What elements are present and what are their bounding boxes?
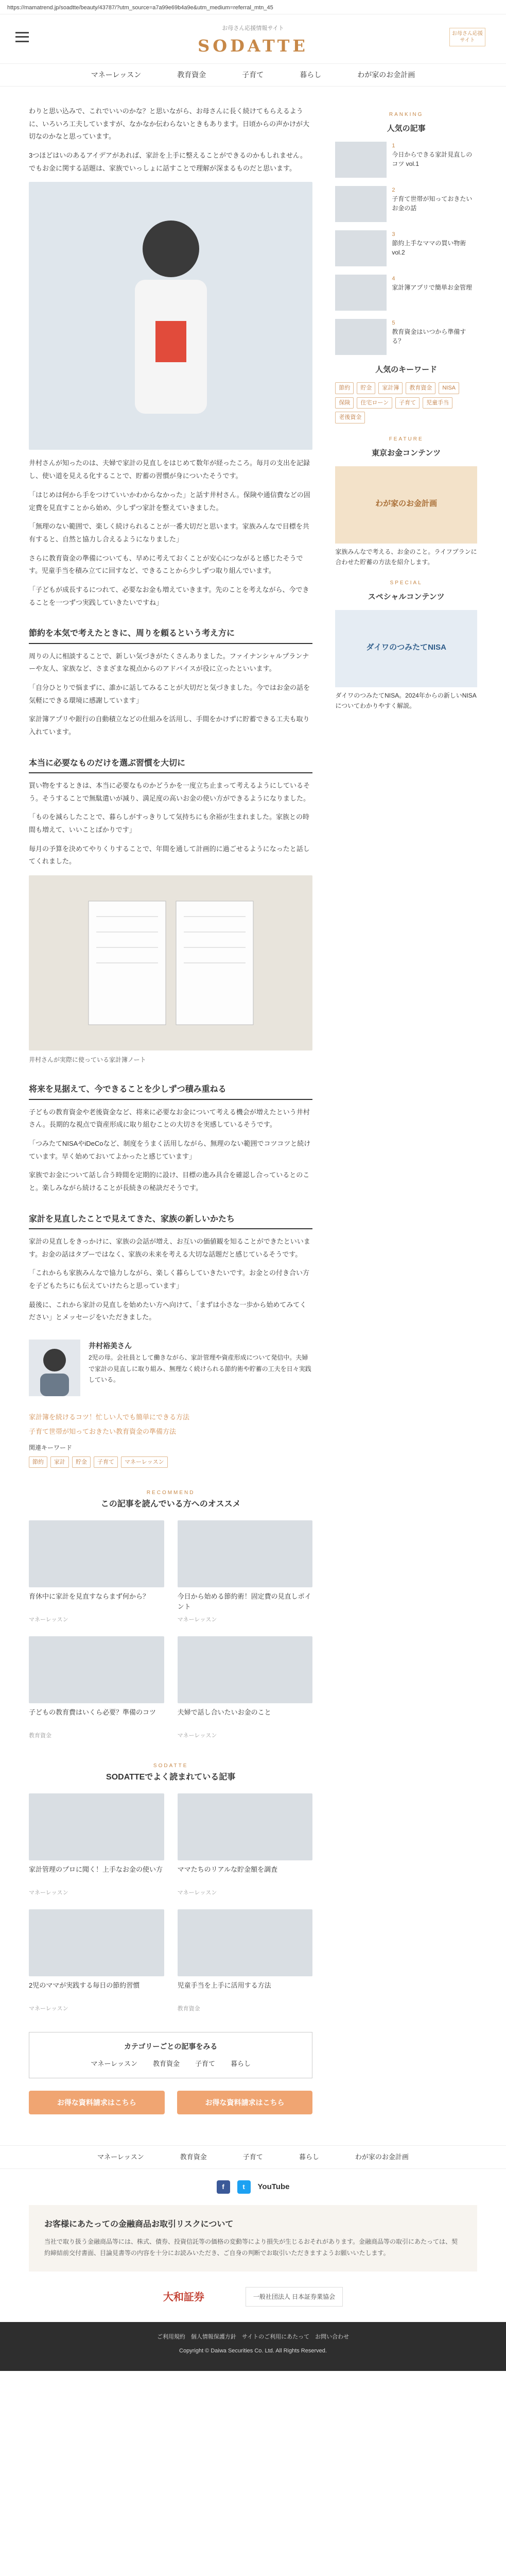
card-title: 夫婦で話し合いたいお金のこと xyxy=(177,1708,271,1717)
card-category: マネーレッスン xyxy=(177,1889,217,1896)
article-paragraph: 「ものを減らしたことで、暮らしがすっきりして気持ちにも余裕が生まれました。家族との時間も増えて、いいことばかりです」 xyxy=(29,813,309,834)
tag[interactable]: マネーレッスン xyxy=(121,1456,168,1468)
category-link[interactable]: 教育資金 xyxy=(152,2060,180,2068)
rank-number: 2 xyxy=(392,187,395,193)
youtube-icon[interactable]: YouTube xyxy=(257,2182,290,2192)
intro-paragraph: 3つほどはいのあるアイデアがあれば、家計を上手に整えることができるのかもしれません。でもお金に関する話題は、家族でいっしょに話すことで理解が深まるものだと思います。 xyxy=(29,151,307,172)
card-thumbnail xyxy=(178,1793,313,1860)
card-thumbnail xyxy=(29,1636,164,1703)
popular-heading xyxy=(29,1761,312,1784)
card-title: 今日から始める節約術！固定費の見直しポイント xyxy=(177,1592,311,1611)
popular-grid xyxy=(29,1793,312,2013)
feature-heading: 東京お金コンテンツ xyxy=(372,449,441,458)
special-heading: スペシャルコンテンツ xyxy=(368,592,445,602)
footer-nav-item[interactable]: わが家のお金計画 xyxy=(355,2153,409,2161)
risk-notice xyxy=(29,2205,477,2271)
section-heading-3: 将来を見据えて、今できることを少しずつ積み重ねる xyxy=(29,1082,312,1099)
article-paragraph: 買い物をするときは、本当に必要なものかどうかを一度立ち止まって考えるようにしているそう。そうすることで無駄遣いが減り、満足度の高いお金の使い方ができるようになりました。 xyxy=(29,781,310,802)
sidebar-heading-en: RANKING xyxy=(389,112,424,117)
related-link[interactable]: 家計簿を続けるコツ！忙しい人でも簡単にできる方法 xyxy=(29,1413,190,1421)
rank-number: 1 xyxy=(392,142,395,149)
feature-banner[interactable]: わが家のお金計画 xyxy=(335,466,477,544)
rank-number: 5 xyxy=(392,319,395,326)
ranking-item[interactable] xyxy=(335,230,477,266)
ranking-title: 家計簿アプリで簡単お金管理 xyxy=(392,284,472,291)
header-badge[interactable]: お母さん応援サイト xyxy=(449,28,485,46)
card-category: マネーレッスン xyxy=(29,2005,68,2012)
article-paragraph: 子どもの教育資金や老後資金など、将来に必要なお金について考える機会が増えたという井村さん。長期的な視点で資産形成に取り組むことの大切さを実感しているそうです。 xyxy=(29,1108,310,1129)
article-paragraph: さらに教育資金の準備についても、早めに考えておくことが安心につながると感じたそうです。児童手当を積み立てに回すなど、できることから少しずつ取り組んでいます。 xyxy=(29,554,303,575)
ranking-thumbnail xyxy=(335,186,387,222)
sponsor-logos xyxy=(0,2272,506,2322)
popular-heading-jp: SODATTEでよく読まれている記事 xyxy=(106,1772,236,1782)
footer-links[interactable]: ご利用規約 個人情報保護方針 サイトのご利用にあたって お問い合わせ xyxy=(156,2334,350,2340)
tag[interactable]: 家計 xyxy=(50,1456,69,1468)
tag[interactable]: 教育資金 xyxy=(406,382,435,394)
article-card[interactable] xyxy=(29,1636,164,1741)
card-category: マネーレッスン xyxy=(177,1733,217,1739)
card-thumbnail xyxy=(29,1793,164,1860)
global-nav xyxy=(0,64,506,87)
notice-title: お客様にあたっての金融商品お取引リスクについて xyxy=(44,2220,234,2229)
daiwa-logo[interactable]: 大和証券 xyxy=(163,2290,204,2303)
special-banner[interactable]: ダイワのつみたてNISA xyxy=(335,610,477,687)
recommend-heading xyxy=(29,1488,312,1511)
site-footer xyxy=(0,2322,506,2371)
article-card[interactable] xyxy=(178,1636,313,1741)
facebook-icon[interactable]: f xyxy=(217,2180,230,2194)
article-paragraph: 「これからも家族みんなで協力しながら、楽しく暮らしていきたいです。お金との付き合い方を子どもたちにも伝えていけたらと思っています」 xyxy=(29,1269,309,1290)
tag[interactable]: 児童手当 xyxy=(423,397,452,409)
sidebar-tags-heading: 人気のキーワード xyxy=(375,365,438,374)
request-docs-button[interactable]: お得な資料請求はこちら xyxy=(29,2091,165,2114)
article-card[interactable] xyxy=(29,1520,164,1625)
sidebar-tags xyxy=(335,382,477,423)
article-card[interactable] xyxy=(178,1520,313,1625)
article-tags xyxy=(29,1456,312,1468)
site-tagline: お母さん応援情報サイト xyxy=(222,25,284,31)
ranking-title: 今日からできる家計見直しのコツ vol.1 xyxy=(392,151,473,167)
rank-number: 4 xyxy=(392,275,395,282)
site-header xyxy=(0,14,506,64)
article-card[interactable] xyxy=(178,1909,313,2014)
intro-paragraph: わりと思い込みで、これでいいのかな？と思いながら、お母さんに長く続けてもらえるように、いろいろ工夫していますが、なかなか伝わらないときもあります。日頃からの声かけが大切なのかなと思っています。 xyxy=(29,107,309,141)
article-paragraph: 「はじめは何から手をつけていいかわからなかった」と話す井村さん。保険や通信費などの固定費を見直すことから始め、少しずつ家計を整えていきました。 xyxy=(29,490,310,512)
related-link[interactable]: 子育て世帯が知っておきたい教育資金の準備方法 xyxy=(29,1428,177,1436)
card-title: 育休中に家計を見直すならまず何から？ xyxy=(29,1592,150,1601)
ranking-title: 子育て世帯が知っておきたいお金の話 xyxy=(392,195,473,212)
recommend-grid xyxy=(29,1520,312,1740)
ranking-item[interactable] xyxy=(335,142,477,178)
card-thumbnail xyxy=(178,1520,313,1587)
section-heading-1: 節約を本気で考えたときに、周りを頼るという考え方に xyxy=(29,626,312,643)
site-logo[interactable]: SODATTE xyxy=(198,36,308,56)
author-name: 井村裕美さん xyxy=(89,1341,132,1350)
sidebar-heading: 人気の記事 xyxy=(387,124,426,133)
category-link[interactable]: 暮らし xyxy=(230,2060,251,2068)
category-box-label: カテゴリーごとの記事をみる xyxy=(124,2042,218,2051)
jsda-logo[interactable]: 一般社団法人 日本証券業協会 xyxy=(246,2287,343,2307)
tag[interactable]: 貯金 xyxy=(357,382,375,394)
section-heading-2: 本当に必要なものだけを選ぶ習慣を大切に xyxy=(29,756,312,773)
ranking-item[interactable] xyxy=(335,186,477,222)
nav-item-money-lesson[interactable]: マネーレッスン xyxy=(91,70,142,79)
author-bio: 2児の母。会社員として働きながら、家計管理や資産形成について発信中。夫婦で家計の見直しに取り組み、無理なく続けられる節約術や貯蓄の工夫を日々実践している。 xyxy=(89,1354,311,1384)
tag[interactable]: 節約 xyxy=(335,382,354,394)
ranking-item[interactable] xyxy=(335,319,477,355)
recommend-heading-en: RECOMMEND xyxy=(146,1490,195,1496)
category-box xyxy=(29,2032,312,2078)
nav-item-parenting[interactable]: 子育て xyxy=(242,70,264,79)
article-card[interactable] xyxy=(29,1793,164,1898)
card-title: 児童手当を上手に活用する方法 xyxy=(177,1981,271,1989)
author-profile xyxy=(29,1340,312,1396)
ranking-title: 節約上手なママの買い物術 vol.2 xyxy=(392,240,466,256)
cta-row xyxy=(29,2091,312,2114)
tag[interactable]: 子育て xyxy=(94,1456,118,1468)
article-paragraph: 「無理のない範囲で、楽しく続けられることが一番大切だと思います。家族みんなで目標を共有すると、自然と協力し合えるようになりました」 xyxy=(29,522,309,543)
tag[interactable]: 住宅ローン xyxy=(357,397,392,409)
card-category: マネーレッスン xyxy=(177,1617,217,1623)
article-card[interactable] xyxy=(29,1909,164,2014)
tag[interactable]: 家計簿 xyxy=(378,382,403,394)
feature-heading-en: FEATURE xyxy=(389,436,424,443)
card-title: 子どもの教育費はいくら必要？準備のコツ xyxy=(29,1708,156,1717)
card-title: 家計管理のプロに聞く！上手なお金の使い方 xyxy=(29,1865,163,1873)
footer-nav-item[interactable]: マネーレッスン xyxy=(97,2153,144,2161)
article-paragraph: 毎月の予算を決めてやりくりすることで、年間を通して計画的に過ごせるようになったと話してくれました。 xyxy=(29,844,310,866)
ranking-thumbnail xyxy=(335,230,387,266)
nav-item-living[interactable]: 暮らし xyxy=(300,70,322,79)
article-paragraph: 家計の見直しをきっかけに、家族の会話が増え、お互いの価値観を知ることができたといいます。お金の話はタブーではなく、家族の未来を考える大切な話題だと感じているそうです。 xyxy=(29,1237,310,1258)
category-link[interactable]: 子育て xyxy=(195,2060,215,2068)
section-heading-4: 家計を見直したことで見えてきた、家族の新しいかたち xyxy=(29,1212,312,1229)
special-heading-en: SPECIAL xyxy=(390,580,423,586)
card-title: 2児のママが実践する毎日の節約習慣 xyxy=(29,1981,140,1989)
card-category: マネーレッスン xyxy=(29,1889,68,1896)
notice-body: 当社で取り扱う金融商品等には、株式、債券、投資信託等の価格の変動等により損失が生じるおそれがあります。金融商品等の取引にあたっては、契約締結前交付書面、目論見書等の内容を十分にお読みいただき、ご自身の判断でお取引いただきますようお願いいたします。 xyxy=(44,2238,458,2257)
footer-nav-item[interactable]: 子育て xyxy=(242,2153,263,2161)
article-photo-notebook xyxy=(29,875,312,1050)
category-link[interactable]: マネーレッスン xyxy=(91,2060,137,2068)
ranking-thumbnail xyxy=(335,319,387,355)
card-category: 教育資金 xyxy=(29,1733,51,1739)
sidebar xyxy=(335,99,477,2130)
copyright: Copyright © Daiwa Securities Co. Ltd. All Rights Reserved. xyxy=(179,2347,327,2354)
ranking-title: 教育資金はいつから準備する？ xyxy=(392,328,466,345)
keyword-label: 関連キーワード xyxy=(29,1444,73,1452)
recommend-heading-jp: この記事を読んでいる方へのオススメ xyxy=(100,1500,241,1509)
card-thumbnail xyxy=(178,1909,313,1976)
rank-number: 3 xyxy=(392,231,395,238)
page-layout xyxy=(0,87,506,2130)
card-thumbnail xyxy=(29,1520,164,1587)
card-category: 教育資金 xyxy=(177,2005,200,2012)
tag[interactable]: 貯金 xyxy=(72,1456,91,1468)
article-paragraph: 「子どもが成長するにつれて、必要なお金も増えていきます。先のことを考えながら、今できることを一つずつ実践していきたいですね」 xyxy=(29,585,309,606)
tag[interactable]: 保険 xyxy=(335,397,354,409)
request-docs-button[interactable]: お得な資料請求はこちら xyxy=(177,2091,313,2114)
ranking-list xyxy=(335,142,477,355)
tag[interactable]: NISA xyxy=(439,382,459,394)
article-photo-portrait xyxy=(29,182,312,450)
footer-nav-item[interactable]: 暮らし xyxy=(299,2153,319,2161)
related-links xyxy=(29,1412,312,1437)
card-category: マネーレッスン xyxy=(29,1617,68,1623)
feature-text: 家族みんなで考える、お金のこと。ライフプランに合わせた貯蓄の方法を紹介します。 xyxy=(335,548,477,566)
tag[interactable]: 老後資金 xyxy=(335,412,365,423)
card-thumbnail xyxy=(178,1636,313,1703)
photo-caption: 井村さんが実際に使っている家計簿ノート xyxy=(29,1056,146,1063)
article-paragraph: 井村さんが知ったのは、夫婦で家計の見直しをはじめて数年が経ったころ。毎月の支出を記録し、使い道を見える化することで、貯蓄の習慣が身についたそうです。 xyxy=(29,459,310,480)
social-links xyxy=(0,2169,506,2205)
nav-item-money-plan[interactable]: わが家のお金計画 xyxy=(357,70,415,79)
article-paragraph: 家族でお金について話し合う時間を定期的に設け、目標の進み具合を確認し合っているとのこと。楽しみながら続けることが長続きの秘訣だそうです。 xyxy=(29,1171,310,1192)
ranking-thumbnail xyxy=(335,275,387,311)
tag[interactable]: 子育て xyxy=(395,397,420,409)
article-main xyxy=(29,99,312,2130)
nav-item-education[interactable]: 教育資金 xyxy=(177,70,206,79)
article-paragraph: 「自分ひとりで悩まずに、誰かに話してみることが大切だと気づきました。今ではお金の話を気軽にできる環境に感謝しています」 xyxy=(29,683,310,704)
article-paragraph: 最後に、これから家計の見直しを始めたい方へ向けて、「まずは小さな一歩から始めてみてください」とメッセージをいただきました。 xyxy=(29,1300,307,1321)
footer-nav-item[interactable]: 教育資金 xyxy=(180,2153,207,2161)
author-avatar xyxy=(29,1340,80,1396)
article-card[interactable] xyxy=(178,1793,313,1898)
tag[interactable]: 節約 xyxy=(29,1456,47,1468)
card-thumbnail xyxy=(29,1909,164,1976)
article-paragraph: 「つみたてNISAやiDeCoなど、制度をうまく活用しながら、無理のない範囲でコツコツと続けています。早く始めておいてよかったと感じています」 xyxy=(29,1139,311,1160)
popular-heading-en: SODATTE xyxy=(153,1762,188,1769)
footer-nav xyxy=(0,2145,506,2169)
card-title: ママたちのリアルな貯金額を調査 xyxy=(177,1865,278,1873)
ranking-thumbnail xyxy=(335,142,387,178)
article-paragraph: 周りの人に相談することで、新しい気づきがたくさんありました。ファイナンシャルプランナーや友人、家族など、さまざまな視点からのアドバイスが役に立ったといいます。 xyxy=(29,652,309,673)
twitter-icon[interactable]: t xyxy=(237,2180,251,2194)
article-paragraph: 家計簿アプリや銀行の自動積立などの仕組みを活用し、手間をかけずに貯蓄できる工夫も取り入れています。 xyxy=(29,715,310,736)
ranking-item[interactable] xyxy=(335,275,477,311)
special-text: ダイワのつみたてNISA。2024年からの新しいNISAについてわかりやすく解説。 xyxy=(335,691,477,710)
address-bar[interactable]: https://mamatrend.jp/soadtte/beauty/43787/?utm_source=a7a99e69b4a9e&utm_medium=referral_mtn_45 xyxy=(0,0,506,14)
